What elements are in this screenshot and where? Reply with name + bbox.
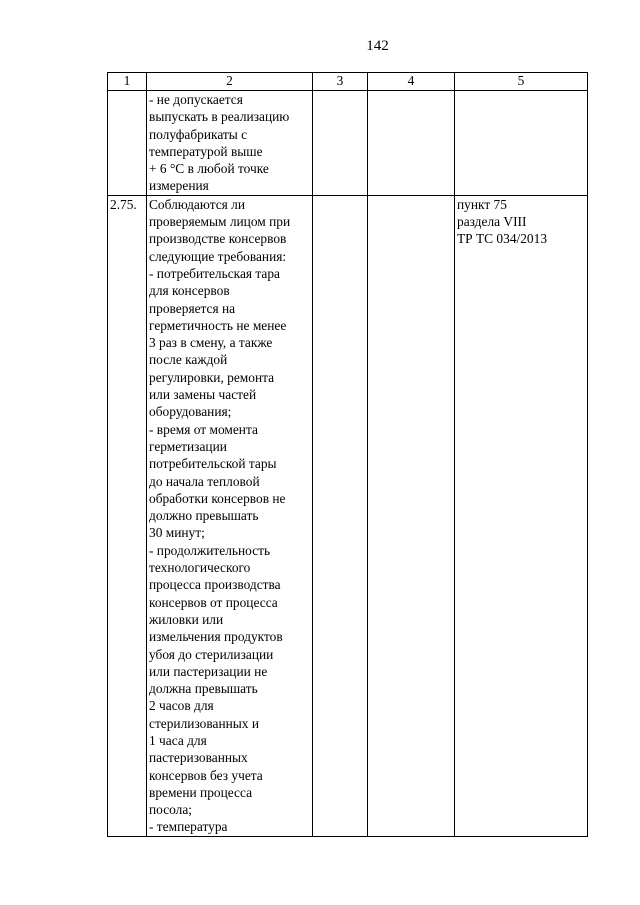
cell-text-line: 3 раз в смену, а также xyxy=(149,335,273,351)
column-4-cell xyxy=(368,91,455,196)
cell-text-line: - температура xyxy=(149,819,228,835)
column-header-5: 5 xyxy=(455,73,588,91)
cell-text-line: технологического xyxy=(149,560,251,576)
item-number-cell xyxy=(108,91,147,196)
cell-text-line: - потребительская тара xyxy=(149,265,281,281)
cell-text-line: посола; xyxy=(149,802,193,818)
cell-text-line: производстве консервов xyxy=(149,231,287,247)
cell-text-line: герметичность не менее xyxy=(149,317,287,333)
cell-text-line: проверяется на xyxy=(149,300,236,316)
requirements-table xyxy=(107,72,588,837)
cell-text-line: обработки консервов не xyxy=(149,490,286,506)
reference-cell xyxy=(455,195,588,836)
cell-text-line: 30 минут; xyxy=(149,525,205,541)
table-row xyxy=(108,195,588,836)
cell-text-line: - продолжительность xyxy=(149,542,271,558)
reference-cell xyxy=(455,91,588,196)
cell-text-line: процесса производства xyxy=(149,577,281,593)
cell-text-line: герметизации xyxy=(149,438,227,454)
table-row xyxy=(108,91,588,196)
cell-text-line: или пастеризации не xyxy=(149,663,268,679)
table-header-row xyxy=(108,73,588,91)
column-header-1: 1 xyxy=(108,73,147,91)
cell-text-line: должна превышать xyxy=(149,681,258,697)
cell-text-line: пастеризованных xyxy=(149,750,248,766)
cell-text-line: - не допускается xyxy=(149,92,243,107)
cell-text-line: регулировки, ремонта xyxy=(149,369,275,385)
cell-text-line: температурой выше xyxy=(149,143,263,159)
column-header-3: 3 xyxy=(313,73,368,91)
column-header-2: 2 xyxy=(147,73,313,91)
cell-text-line: выпускать в реализацию xyxy=(149,109,290,125)
cell-text-line: 2 часов для xyxy=(149,698,214,714)
column-4-cell xyxy=(368,195,455,836)
cell-text-line: потребительской тары xyxy=(149,456,277,472)
cell-text-line: стерилизованных и xyxy=(149,715,259,731)
cell-text-line: измерения xyxy=(149,178,209,194)
cell-text-line: для консервов xyxy=(149,283,230,299)
cell-text-line: полуфабрикаты с xyxy=(149,126,248,142)
cell-text-line: должно превышать xyxy=(149,508,259,524)
cell-text-line: или замены частей xyxy=(149,387,257,403)
cell-text-line: ТР ТС 034/2013 xyxy=(457,231,548,247)
item-number-cell: 2.75. xyxy=(108,195,147,836)
cell-text-line: консервов от процесса xyxy=(149,594,278,610)
cell-text-line: после каждой xyxy=(149,352,228,368)
requirement-text-cell xyxy=(147,195,313,836)
cell-text-line: следующие требования: xyxy=(149,248,287,264)
cell-text-line: оборудования; xyxy=(149,404,232,420)
cell-text-line: - время от момента xyxy=(149,421,258,437)
cell-text-line: проверяемым лицом при xyxy=(149,214,291,230)
column-header-4: 4 xyxy=(368,73,455,91)
cell-text-line: + 6 °С в любой точке xyxy=(149,161,269,177)
requirement-text-cell xyxy=(147,91,313,196)
cell-text-line: времени процесса xyxy=(149,784,253,800)
cell-text-line: 1 часа для xyxy=(149,732,207,748)
cell-text-line: Соблюдаются ли xyxy=(149,196,246,212)
cell-text-line: раздела VIII xyxy=(457,214,527,230)
cell-text-line: измельчения продуктов xyxy=(149,629,283,645)
cell-text-line: пункт 75 xyxy=(457,196,507,212)
column-3-cell xyxy=(313,195,368,836)
cell-text-line: убоя до стерилизации xyxy=(149,646,274,662)
page-number: 142 xyxy=(366,38,389,54)
cell-text-line: консервов без учета xyxy=(149,767,263,783)
cell-text-line: до начала тепловой xyxy=(149,473,260,489)
cell-text-line: жиловки или xyxy=(149,611,224,627)
column-3-cell xyxy=(313,91,368,196)
